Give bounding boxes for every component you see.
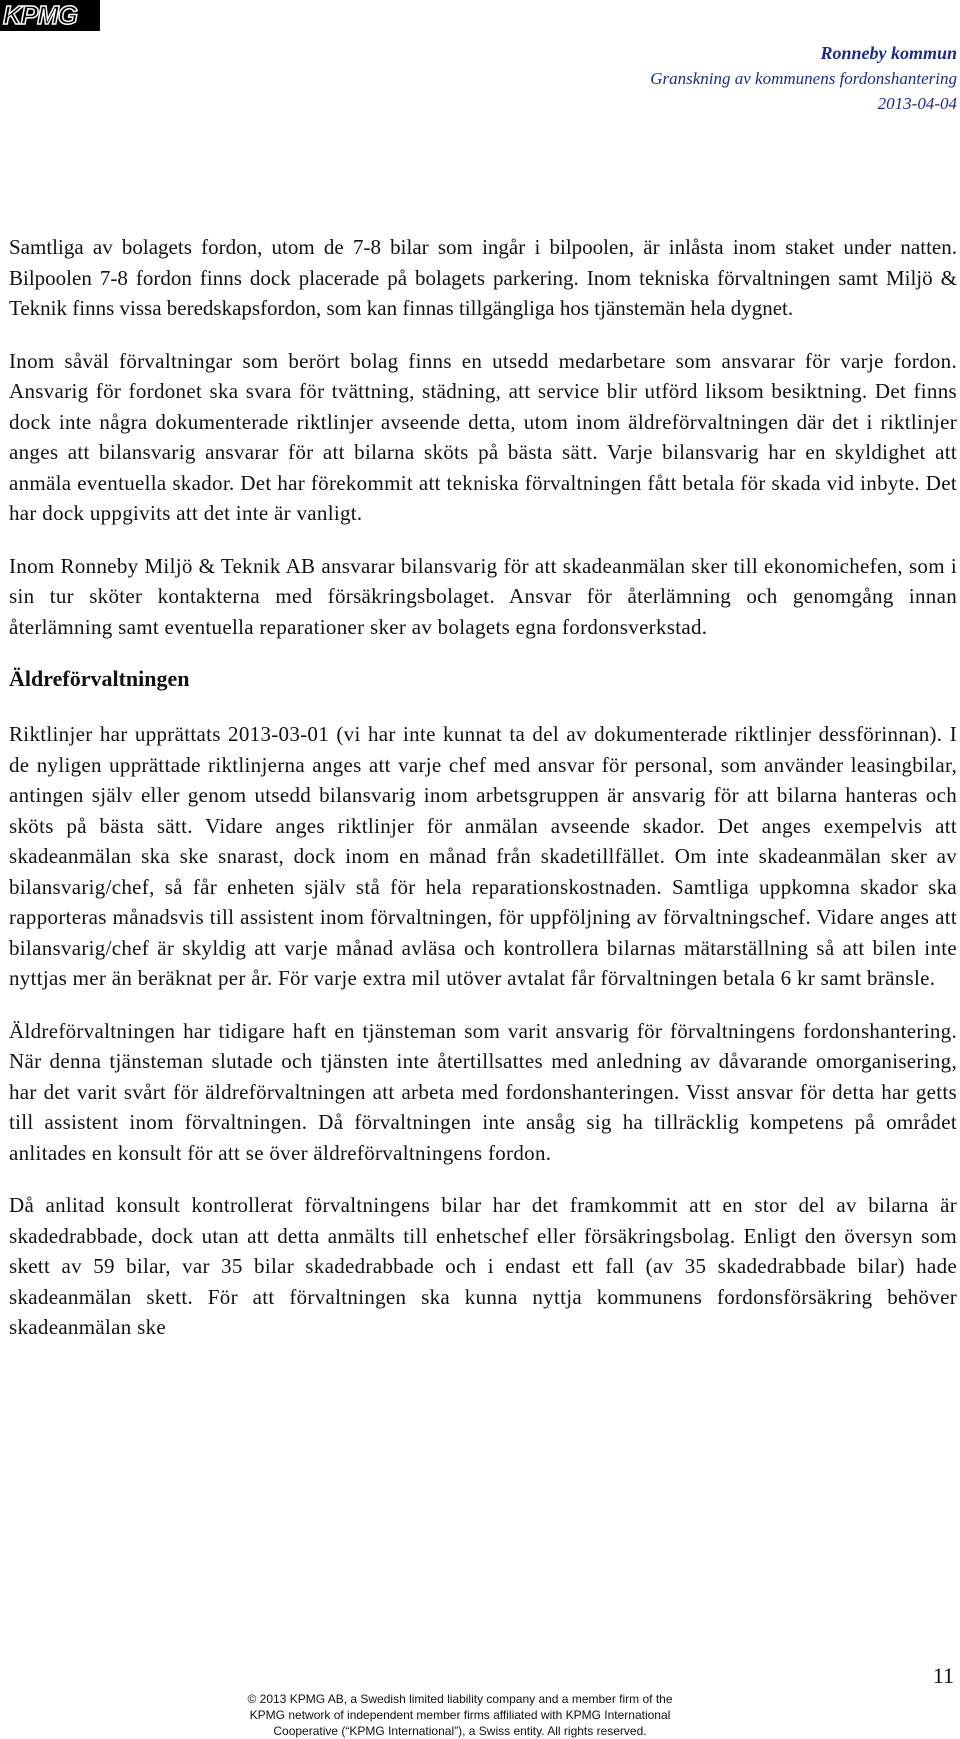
header-organization: Ronneby kommun [820, 43, 957, 63]
paragraph-vehicle-responsibility: Inom såväl förvaltningar som berört bolag finns en utsedd medarbetare som ansvarar för varje fordon. Ansvarig för fordonet ska svara för tvättning, städning, att service blir utförd liksom besiktning. Det finns dock inte några dokumenterade riktlinjer avseende detta, utom inom äldreförvaltningen där det i riktlinjer anges att bilansvarig ansvarar för att bilarna sköts på bästa sätt. Varje bilansvarig har en skyldighet att anmäla eventuella skador. Det har förekommit att tekniska förvaltningen fått betala för skada vid inbyte. Det har dock uppgivits att det inte är vanligt. [9, 348, 957, 525]
header-report-title: Granskning av kommunens fordonshantering [650, 69, 957, 88]
legal-notice [150, 1691, 770, 1739]
paragraph-guidelines: Riktlinjer har upprättats 2013-03-01 (vi har inte kunnat ta del av dokumenterade riktlinjer dessförinnan). I de nyligen upprättade riktlinjerna anges att varje chef med ansvar för personal, som använder leasingbilar, antingen själv eller genom utsedd bilansvarig inom arbetsgruppen är ansvarig för att bilarna hanteras och sköts på bästa sätt. Vidare anges riktlinjer för anmälan avseende skador. Det anges exempelvis att skadeanmälan ska ske snarast, dock inom en månad från skadetillfället. Om inte skadeanmälan sker av bilansvarig/chef, så får enheten själv stå för hela reparationskostnaden. Samtliga uppkomna skador ska rapporteras månadsvis till assistent inom förvaltningen, för uppföljning av förvaltningschef. Vidare anges att bilansvarig/chef är skyldig att varje månad avläsa och kontrollera bilarnas mätarställning så att bilen inte nyttjas mer än beräknat per år. För varje extra mil utöver avtalat får förvaltningen betala 6 kr samt bränsle. [9, 722, 957, 990]
paragraph-previous-official: Äldreförvaltningen har tidigare haft en tjänsteman som varit ansvarig för förvaltningens fordonshantering. När denna tjänsteman slutade och tjänsten inte återtillsattes med anledning av dåvarande omorganisering, har det varit svårt för äldreförvaltningen att arbeta med fordonshanteringen. Visst ansvar för detta har getts till assistent inom förvaltningen. Då förvaltningen inte ansåg sig ha tillräcklig kompetens på området anlitades en konsult för att se över äldreförvaltningens fordon. [9, 1018, 957, 1165]
page-footer [0, 1663, 960, 1739]
document-body [9, 232, 957, 1365]
kpmg-logo [0, 0, 100, 31]
kpmg-logo-text: KPMG [3, 0, 77, 30]
legal-line: © 2013 KPMG AB, a Swedish limited liability company and a member firm of the [247, 1692, 673, 1706]
paragraph-damage-reporting: Inom Ronneby Miljö & Teknik AB ansvarar bilansvarig för att skadeanmälan sker till ekonomichefen, som i sin tur sköter kontakterna med försäkringsbolaget. Ansvar för återlämning och genomgång innan återlämning samt eventuella reparationer sker av bolagets egna fordonsverkstad. [9, 553, 957, 639]
paragraph-vehicle-storage: Samtliga av bolagets fordon, utom de 7-8 bilar som ingår i bilpoolen, är inlåsta inom staket under natten. Bilpoolen 7-8 fordon finns dock placerade på bolagets parkering. Inom tekniska förvaltningen samt Miljö & Teknik finns vissa beredskapsfordon, som kan finnas tillgängliga hos tjänstemän hela dygnet. [9, 235, 957, 320]
page-number: 11 [932, 1663, 954, 1688]
section-heading: Äldreförvaltningen [9, 666, 190, 691]
page-header [650, 41, 957, 116]
paragraph-consultant-review: Då anlitad konsult kontrollerat förvaltningens bilar har det framkommit att en stor del av bilarna är skadedrabbade, dock utan att detta anmälts till enhetschef eller försäkringsbolag. Enligt den översyn som skett av 59 bilar, var 35 bilar skadedrabbade och i endast ett fall (av 35 skadedrabbade bilar) hade skadeanmälan skett. För att förvaltningen ska kunna nyttja kommunens fordonsförsäkring behöver skadeanmälan ske [9, 1193, 957, 1339]
legal-line: KPMG network of independent member firms affiliated with KPMG International [249, 1708, 671, 1722]
header-date: 2013-04-04 [877, 94, 957, 113]
legal-line: Cooperative (“KPMG International”), a Swiss entity. All rights reserved. [273, 1724, 647, 1738]
